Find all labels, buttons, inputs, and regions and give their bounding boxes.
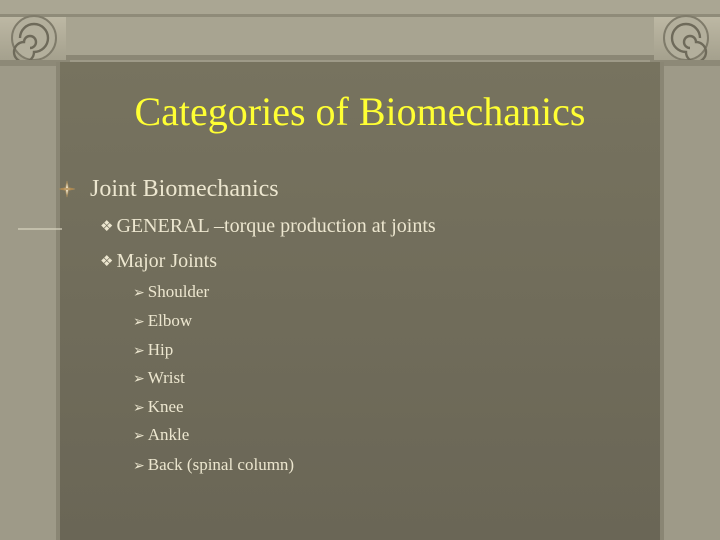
bullet-joint-biomechanics: Joint Biomechanics xyxy=(90,176,279,202)
joint-item-shoulder xyxy=(133,281,209,304)
joint-item-text: Elbow xyxy=(147,311,193,330)
diamond-bullet-icon: ❖ xyxy=(100,252,114,270)
arrow-bullet-icon: ➢ xyxy=(133,371,145,387)
arrow-bullet-icon: ➢ xyxy=(133,400,145,416)
bullet-general-text: GENERAL –torque production at joints xyxy=(116,215,436,237)
arrow-bullet-icon: ➢ xyxy=(133,458,145,474)
bullet-major-joints xyxy=(100,249,217,274)
joint-item-text: Wrist xyxy=(147,368,185,387)
joint-item-wrist xyxy=(133,367,185,390)
joint-item-elbow xyxy=(133,310,192,333)
slide-title: Categories of Biomechanics xyxy=(134,89,586,134)
joint-item-text: Hip xyxy=(147,340,174,359)
joint-item-text: Ankle xyxy=(147,425,190,444)
star-bullet-icon xyxy=(58,180,76,198)
arrow-bullet-icon: ➢ xyxy=(133,285,145,301)
joint-item-text: Knee xyxy=(147,397,184,416)
joint-item-back xyxy=(133,454,294,477)
joint-item-knee xyxy=(133,396,184,419)
bullet-major-joints-text: Major Joints xyxy=(116,250,218,272)
right-scroll-capital xyxy=(650,16,720,66)
arrow-bullet-icon: ➢ xyxy=(133,428,145,444)
joint-item-hip xyxy=(133,339,173,362)
left-scroll-capital xyxy=(0,16,70,66)
arrow-bullet-icon: ➢ xyxy=(133,314,145,330)
bullet-general xyxy=(100,214,436,239)
joint-item-text: Back (spinal column) xyxy=(147,455,295,474)
joint-item-ankle xyxy=(133,424,189,447)
joint-item-text: Shoulder xyxy=(147,282,210,301)
diamond-bullet-icon: ❖ xyxy=(100,217,114,235)
arrow-bullet-icon: ➢ xyxy=(133,343,145,359)
